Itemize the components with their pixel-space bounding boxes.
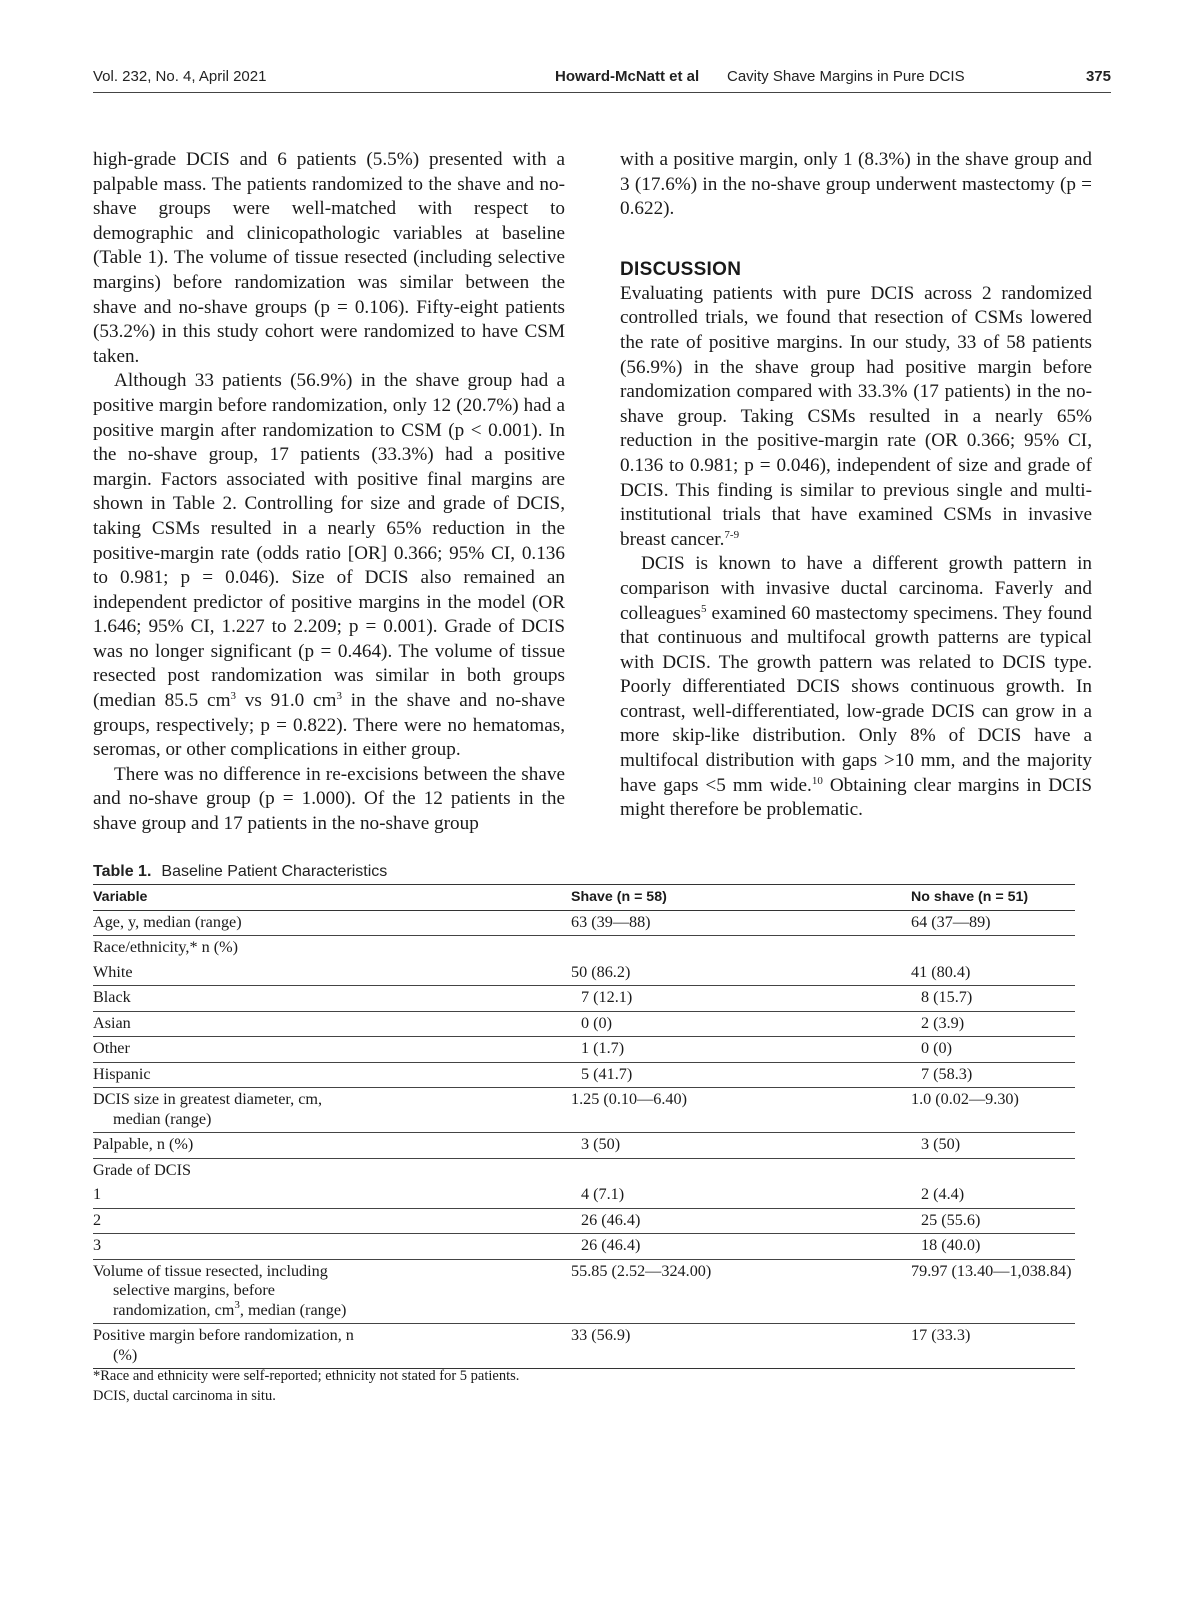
paragraph: There was no difference in re-excisions between the shave and no-shave group (p = 1.000). Of the 12 patients in the shave group and 17 patients in the no-shave group	[93, 763, 565, 835]
paragraph: Although 33 patients (56.9%) in the shave group had a positive margin before randomization, only 12 (20.7%) had a positive margin after randomization to CSM (p < 0.001). In the no-shave group, 17 patients (33.3%) had a positive margin. Factors associated with positive final margins are shown in Table 2. Controlling for size and grade of DCIS, taking CSMs resulted in a nearly 65% reduction in the positive-margin rate (odds ratio [OR] 0.366; 95% CI, 0.136 to 0.981; p = 0.046). Size of DCIS also remained an independent predictor of positive margins in the model (OR 1.646; 95% CI, 1.227 to 2.209; p = 0.001). Grade of DCIS was no longer significant (p = 0.464). The volume of tissue resected post randomization was similar in both groups (median 85.5 $cm^3$ vs 91.0 $cm^3$ in the shave and no-shave groups, respectively; p = 0.822). There were no hematomas, seromas, or other complications in either group.	[93, 370, 565, 761]
citation: 7-9	[724, 528, 740, 541]
table-label: Table 1.	[93, 863, 152, 880]
table-row: White 50 (86.2) 41 (80.4)	[93, 961, 1075, 986]
table-row: Positive margin before randomization, n (%) 33 (56.9) 17 (33.3)	[93, 1326, 971, 1364]
citation: 5	[700, 602, 707, 615]
running-header	[93, 66, 1111, 93]
table-row: Palpable, n (%) 3 (50) 3 (50)	[93, 1133, 1075, 1159]
journal-volume: Vol. 232, No. 4, April 2021	[93, 68, 267, 85]
table-row: Black 7 (12.1) 8 (15.7)	[93, 986, 1075, 1012]
column-header: Shave (n = 58)	[571, 885, 911, 911]
baseline-characteristics-table	[93, 884, 1075, 1369]
page-number: 375	[1085, 68, 1111, 85]
table-row: Race/ethnicity,* n (%)	[93, 938, 239, 956]
table-row: 1 4 (7.1) 2 (4.4)	[93, 1183, 1075, 1208]
table-row: Hispanic 5 (41.7) 7 (58.3)	[93, 1062, 1075, 1088]
table-caption	[93, 863, 387, 881]
table-row: Grade of DCIS	[93, 1160, 192, 1179]
footnote: DCIS, ductal carcinoma in situ.	[93, 1388, 276, 1404]
column-header: No shave (n = 51)	[911, 885, 1075, 911]
table-row: 2 26 (46.4) 25 (55.6)	[93, 1208, 1075, 1234]
paragraph: Evaluating patients with pure DCIS across 2 randomized controlled trials, we found that resection of CSMs lowered the rate of positive margins. In our study, 33 of 58 patients (56.9%) in the shave group had positive margin before randomization compared with 33.3% (17 patients) in the no-shave group. Taking CSMs resulted in a nearly 65% reduction in the positive-margin rate (OR 0.366; 95% CI, 0.136 to 0.981; p = 0.046), independent of size and grade of DCIS. This finding is similar to previous single and multi-institutional trials that have examined CSMs in invasive breast cancer.$^{7-9}$	[620, 282, 1092, 550]
section-heading: DISCUSSION	[620, 258, 742, 280]
right-column	[620, 148, 1092, 823]
table-row: Asian 0 (0) 2 (3.9)	[93, 1011, 1075, 1037]
running-authors: Howard-McNatt et al	[555, 68, 700, 85]
paragraph: with a positive margin, only 1 (8.3%) in the shave group and 3 (17.6%) in the no-shave group underwent mastectomy (p = 0.622).	[620, 149, 1092, 220]
citation: 10	[811, 774, 823, 787]
table-row: Age, y, median (range) 63 (39—88) 64 (37—89)	[93, 910, 1075, 936]
column-header: Variable	[93, 885, 571, 911]
table-row: Volume of tissue resected, including selective margins, before randomization, $cm^3$, median (range) 55.85 (2.52—324.00) 79.97 (13.40—1,038.84)	[93, 1259, 1075, 1324]
paragraph: DCIS is known to have a different growth pattern in comparison with invasive ductal carcinoma. Faverly and colleagues$^5$ examined 60 mastectomy specimens. They found that continuous and multifocal growth patterns are typical with DCIS. The growth pattern was related to DCIS type. Poorly differentiated DCIS shows continuous growth. In contrast, well-differentiated, low-grade DCIS can grow in a more skip-like distribution. Only 8% of DCIS have a multifocal distribution with gaps >10 mm, and the majority have gaps <5 mm wide.$^{10}$ Obtaining clear margins in DCIS might therefore be problematic.	[620, 553, 1093, 821]
table-footnotes	[93, 1366, 519, 1406]
footnote: *Race and ethnicity were self-reported; ethnicity not stated for 5 patients.	[93, 1368, 520, 1384]
left-column	[93, 148, 565, 837]
paragraph: high-grade DCIS and 6 patients (5.5%) presented with a palpable mass. The patients randomized to the shave and no-shave groups were well-matched with respect to demographic and clinicopathologic variables at baseline (Table 1). The volume of tissue resected (including selective margins) before randomization was similar between the shave and no-shave groups (p = 0.106). Fifty-eight patients (53.2%) in this study cohort were randomized to have CSM taken.	[93, 149, 565, 367]
table-header-row	[93, 885, 1075, 911]
table-title: Baseline Patient Characteristics	[161, 863, 388, 880]
table-row: Other 1 (1.7) 0 (0)	[93, 1037, 1075, 1063]
table-row: 3 26 (46.4) 18 (40.0)	[93, 1234, 1075, 1260]
running-title: Cavity Shave Margins in Pure DCIS	[727, 68, 965, 85]
table-row: DCIS size in greatest diameter, cm, median (range) 1.25 (0.10—6.40) 1.0 (0.02—9.30)	[93, 1088, 1075, 1133]
